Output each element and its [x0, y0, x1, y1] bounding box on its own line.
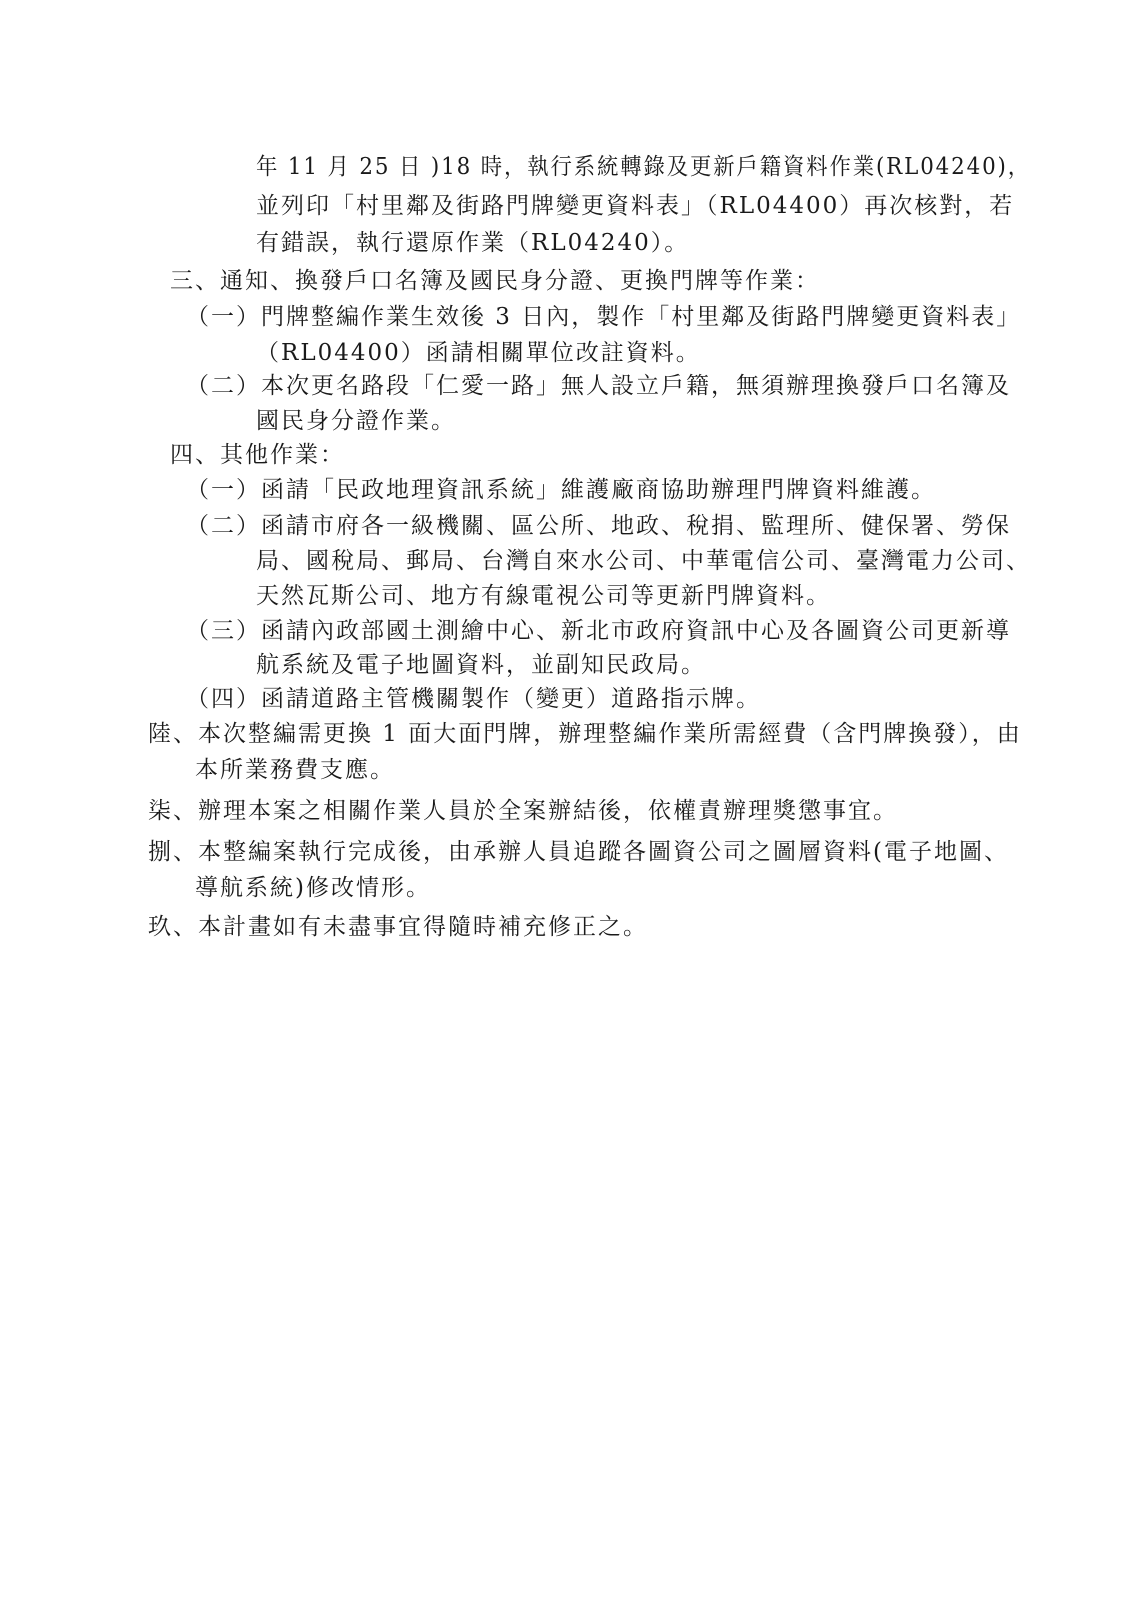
paragraph-line: 並列印「村里鄰及街路門牌變更資料表」（RL04400）再次核對，若 — [256, 193, 1015, 219]
section-paragraph: 捌、本整編案執行完成後，由承辦人員追蹤各圖資公司之圖層資料(電子地圖、 — [148, 839, 1009, 865]
list-item: （二）函請市府各一級機關、區公所、地政、稅捐、監理所、健保署、勞保 — [186, 513, 1011, 539]
list-item-continuation: 國民身分證作業。 — [256, 408, 456, 434]
list-item: （四）函請道路主管機關製作（變更）道路指示牌。 — [186, 686, 761, 712]
section-heading: 四、其他作業： — [170, 442, 345, 468]
list-item-continuation: 天然瓦斯公司、地方有線電視公司等更新門牌資料。 — [256, 583, 831, 609]
list-item: （一）函請「民政地理資訊系統」維護廠商協助辦理門牌資料維護。 — [186, 477, 936, 503]
section-paragraph: 柒、辦理本案之相關作業人員於全案辦結後，依權責辦理獎懲事宜。 — [148, 798, 898, 824]
paragraph-continuation: 本所業務費支應。 — [195, 757, 395, 783]
list-item-continuation: （RL04400）函請相關單位改註資料。 — [256, 340, 701, 366]
section-paragraph: 陸、本次整編需更換 1 面大面門牌，辦理整編作業所需經費（含門牌換發），由 — [148, 721, 1022, 747]
list-item-continuation: 航系統及電子地圖資料，並副知民政局。 — [256, 652, 706, 678]
list-item-continuation: 局、國稅局、郵局、台灣自來水公司、中華電信公司、臺灣電力公司、 — [256, 548, 1031, 574]
paragraph-continuation: 導航系統)修改情形。 — [195, 875, 431, 901]
section-heading: 三、通知、換發戶口名簿及國民身分證、更換門牌等作業： — [170, 268, 820, 294]
list-item: （一）門牌整編作業生效後 3 日內，製作「村里鄰及街路門牌變更資料表」 — [186, 304, 1022, 330]
paragraph-line: 有錯誤，執行還原作業（RL04240）。 — [256, 230, 690, 256]
section-paragraph: 玖、本計畫如有未盡事宜得隨時補充修正之。 — [148, 914, 648, 940]
list-item: （三）函請內政部國土測繪中心、新北市政府資訊中心及各圖資公司更新導 — [186, 618, 1011, 644]
list-item: （二）本次更名路段「仁愛一路」無人設立戶籍，無須辦理換發戶口名簿及 — [186, 373, 1011, 399]
paragraph-line: 年 11 月 25 日 )18 時，執行系統轉錄及更新戶籍資料作業(RL04240)， — [256, 154, 1032, 180]
